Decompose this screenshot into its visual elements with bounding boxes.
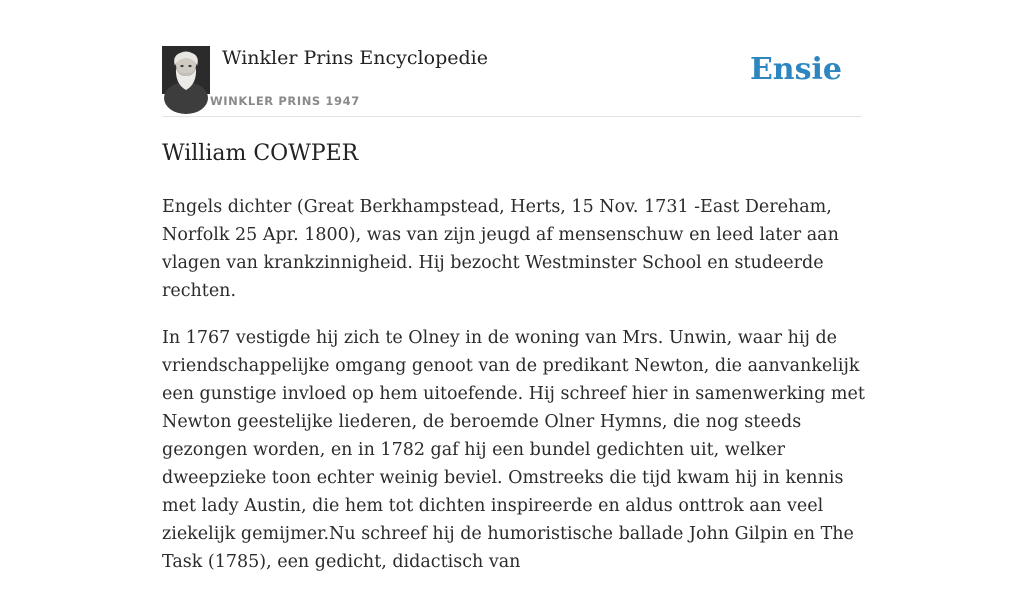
article-body (162, 193, 867, 595)
ensie-logo-link[interactable]: Ensie (749, 52, 842, 87)
article-title: William COWPER (162, 141, 359, 166)
site-header (162, 46, 862, 117)
article-paragraph: In 1767 vestigde hij zich te Olney in de woning van Mrs. Unwin, waar hij de vriendschappelijke omgang genoot van de predikant Newton, die aanvankelijk een gunstige invloed op hem uitoefende. Hij schreef hier in samenwerking met Newton geestelijke liederen, de beroemde Olner Hymns, die nog steeds gezongen worden, en in 1782 gaf hij een bundel gedichten uit, welker dweepzieke toon echter weinig beviel. Omstreeks die tijd kwam hij in kennis met lady Austin, die hem tot dichten inspireerde en aldus onttrok aan veel ziekelijk gemijmer.Nu schreef hij de humoristische ballade John Gilpin en The Task (1785), een gedicht, didactisch van (162, 328, 865, 572)
bearded-man-portrait-icon[interactable] (162, 46, 210, 94)
article-paragraph: Engels dichter (Great Berkhampstead, Herts, 15 Nov. 1731 -East Dereham, Norfolk 25 Apr. 1800), was van zijn jeugd af mensenschuw en leed later aan vlagen van krankzinnigheid. Hij bezocht Westminster School en studeerde rechten. (162, 197, 839, 301)
edition-label[interactable]: WINKLER PRINS 1947 (210, 94, 360, 108)
site-name[interactable]: Winkler Prins Encyclopedie (222, 47, 488, 69)
